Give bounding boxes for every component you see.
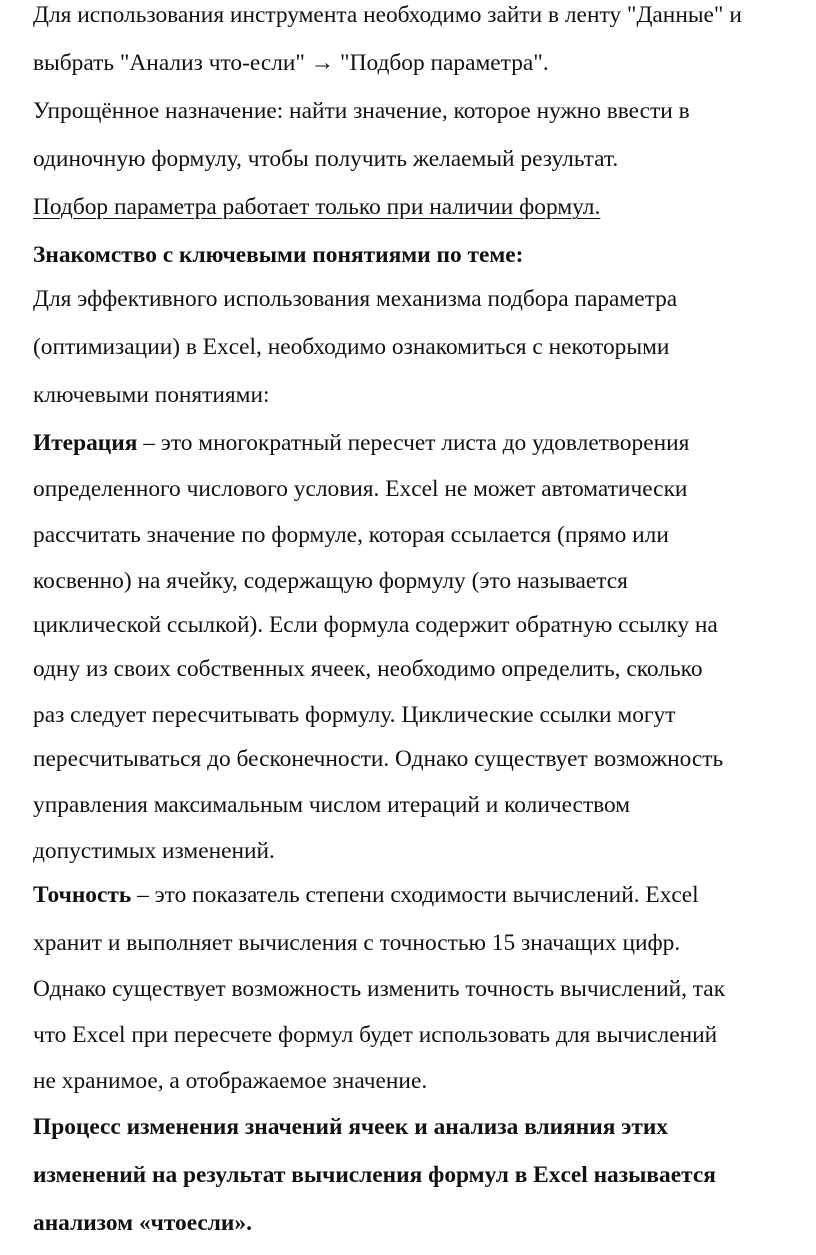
iteration-line-1 bbox=[33, 432, 689, 455]
concepts-intro-line-2: (оптимизации) в Excel, необходимо ознакомиться с некоторыми bbox=[33, 334, 670, 360]
concepts-intro-line-1: Для эффективного использования механизма подбора параметра bbox=[33, 286, 678, 312]
precision-line-4: что Excel при пересчете формул будет использовать для вычислений bbox=[33, 1022, 718, 1048]
precision-line-1 bbox=[33, 884, 699, 907]
note-underlined: Подбор параметра работает только при наличии формул. bbox=[33, 194, 601, 220]
iteration-line-9: управления максимальным числом итераций и количеством bbox=[33, 792, 631, 818]
iteration-line-4: косвенно) на ячейку, содержащую формулу (это называется bbox=[33, 568, 628, 594]
section-heading: Знакомство с ключевыми понятиями по теме: bbox=[33, 242, 524, 268]
intro-line-2: выбрать "Анализ что-если" → "Подбор параметра". bbox=[33, 50, 549, 76]
iteration-line-7: раз следует пересчитывать формулу. Циклические ссылки могут bbox=[33, 702, 676, 728]
conclusion-line-2: изменений на результат вычисления формул в Excel называется bbox=[33, 1162, 716, 1188]
precision-term: Точность bbox=[33, 882, 132, 908]
conclusion-line-3: анализом «чтоесли». bbox=[33, 1210, 252, 1236]
iteration-line-10: допустимых изменений. bbox=[33, 838, 275, 864]
iteration-line-8: пересчитываться до бесконечности. Однако существует возможность bbox=[33, 746, 724, 772]
purpose-line-2: одиночную формулу, чтобы получить желаемый результат. bbox=[33, 146, 619, 172]
precision-line-3: Однако существует возможность изменить точность вычислений, так bbox=[33, 976, 726, 1002]
concepts-intro-line-3: ключевыми понятиями: bbox=[33, 382, 270, 408]
iteration-definition-start: – это многократный пересчет листа до удовлетворения bbox=[137, 430, 690, 456]
iteration-line-2: определенного числового условия. Excel не может автоматически bbox=[33, 476, 688, 502]
purpose-line-1: Упрощённое назначение: найти значение, которое нужно ввести в bbox=[33, 98, 690, 124]
conclusion-line-1: Процесс изменения значений ячеек и анализа влияния этих bbox=[33, 1114, 668, 1140]
precision-definition-start: – это показатель степени сходимости вычислений. Excel bbox=[131, 882, 699, 908]
precision-line-5: не хранимое, а отображаемое значение. bbox=[33, 1068, 428, 1094]
iteration-line-5: циклической ссылкой). Если формула содержит обратную ссылку на bbox=[33, 612, 718, 638]
iteration-line-6: одну из своих собственных ячеек, необходимо определить, сколько bbox=[33, 656, 703, 682]
precision-line-2: хранит и выполняет вычисления с точностью 15 значащих цифр. bbox=[33, 930, 681, 956]
iteration-line-3: рассчитать значение по формуле, которая ссылается (прямо или bbox=[33, 522, 669, 548]
intro-line-1: Для использования инструмента необходимо зайти в ленту "Данные" и bbox=[33, 2, 742, 28]
iteration-term: Итерация bbox=[33, 430, 138, 456]
